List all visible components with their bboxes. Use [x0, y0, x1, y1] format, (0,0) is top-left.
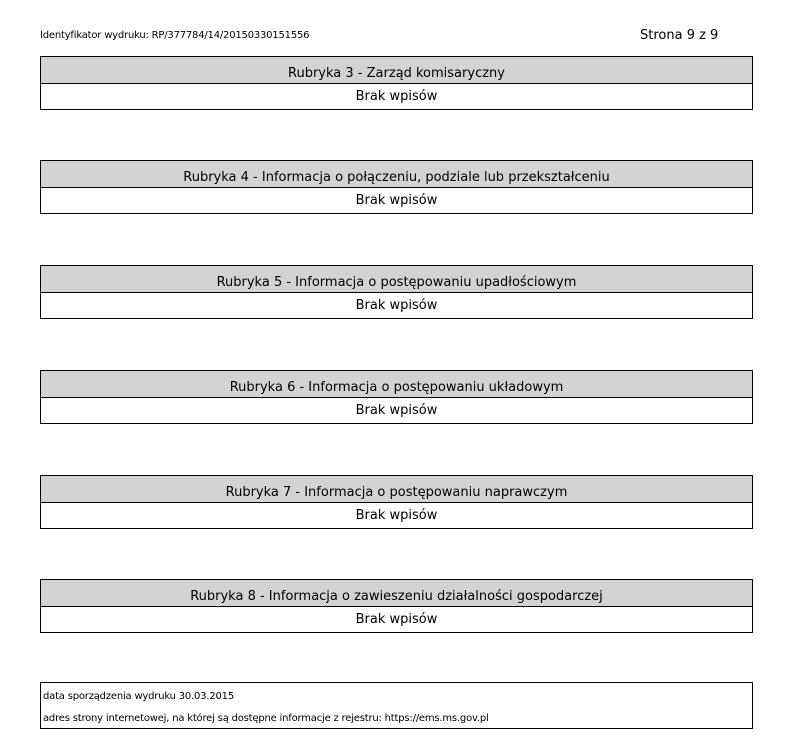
page-number: Strona 9 z 9 [640, 28, 719, 43]
section-rubryka-5 [40, 265, 753, 319]
section-rubryka-8 [40, 579, 753, 633]
section-title: Rubryka 6 - Informacja o postępowaniu układowym [41, 371, 752, 398]
section-content: Brak wpisów [41, 503, 752, 528]
section-content: Brak wpisów [41, 188, 752, 213]
section-content: Brak wpisów [41, 607, 752, 632]
section-title: Rubryka 5 - Informacja o postępowaniu upadłościowym [41, 266, 752, 293]
section-title: Rubryka 4 - Informacja o połączeniu, podziale lub przekształceniu [41, 161, 752, 188]
section-rubryka-7 [40, 475, 753, 529]
print-date: data sporządzenia wydruku 30.03.2015 [43, 691, 234, 702]
document-identifier: Identyfikator wydruku: RP/377784/14/20150330151556 [40, 30, 310, 41]
print-info-footer [40, 682, 753, 729]
section-rubryka-6 [40, 370, 753, 424]
section-title: Rubryka 3 - Zarząd komisaryczny [41, 57, 752, 84]
section-rubryka-4 [40, 160, 753, 214]
section-content: Brak wpisów [41, 398, 752, 423]
section-title: Rubryka 7 - Informacja o postępowaniu naprawczym [41, 476, 752, 503]
section-content: Brak wpisów [41, 293, 752, 318]
section-content: Brak wpisów [41, 84, 752, 109]
section-rubryka-3 [40, 56, 753, 110]
section-title: Rubryka 8 - Informacja o zawieszeniu działalności gospodarczej [41, 580, 752, 607]
registry-website-address: adres strony internetowej, na której są dostępne informacje z rejestru: https://ems.ms.gov.pl [43, 713, 489, 724]
